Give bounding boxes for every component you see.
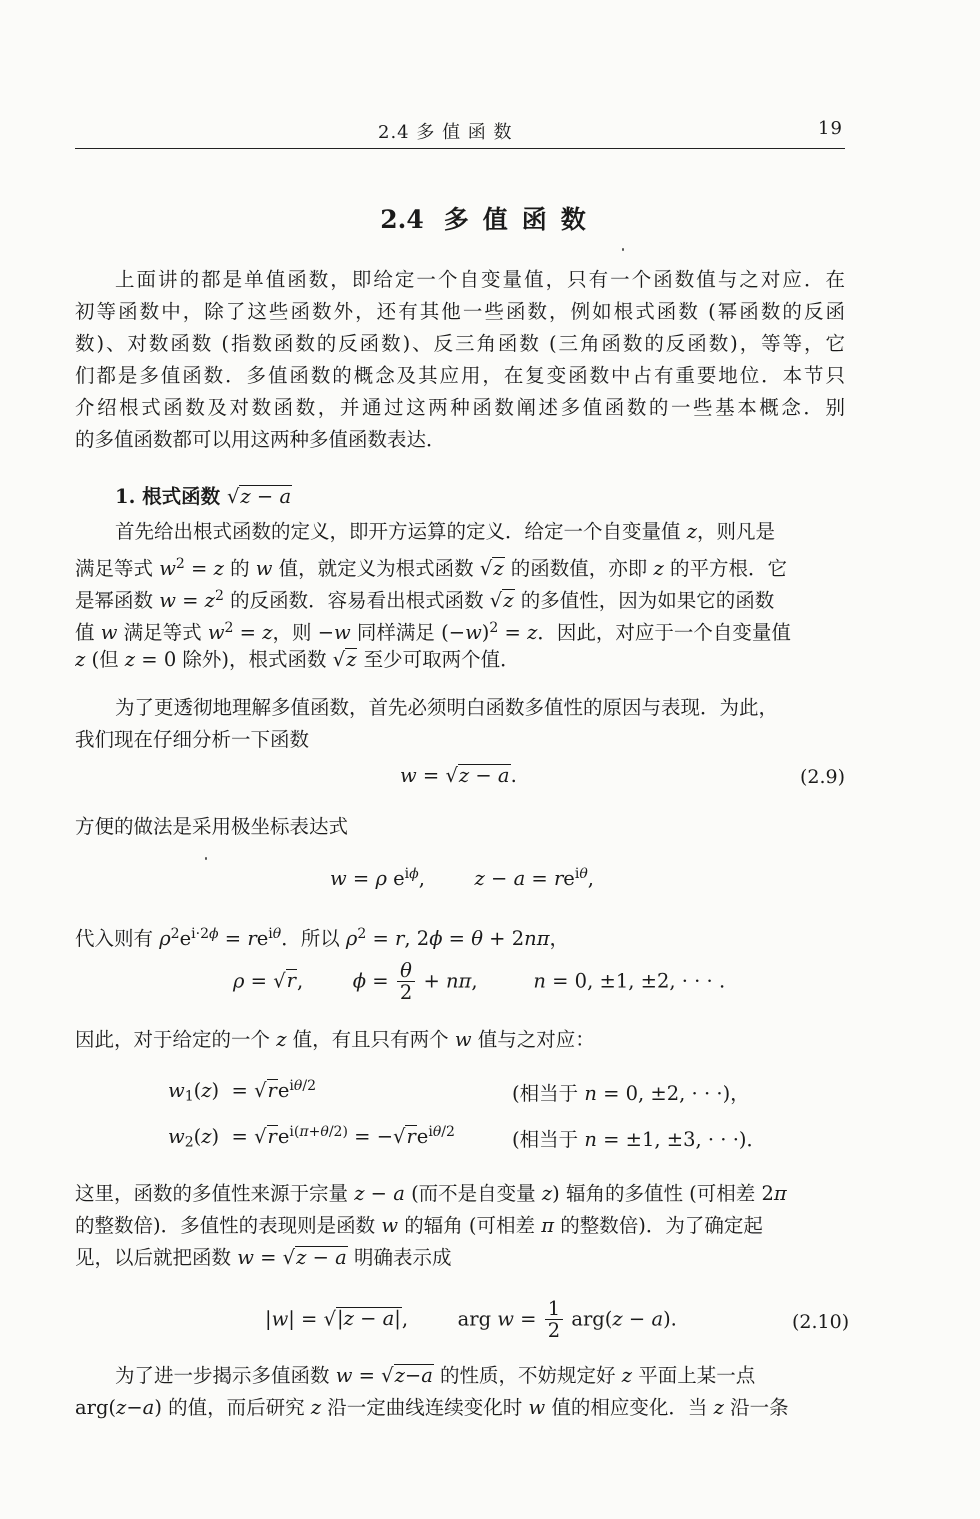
scan-speck: [205, 857, 207, 860]
paragraph-analysis: [75, 692, 845, 756]
paragraph-two-values: [75, 1024, 845, 1056]
text: 明确表示成: [347, 1246, 452, 1269]
text: 的: [223, 557, 256, 580]
text-line: 为了进一步揭示多值函数 w = √z−a 的性质，不妨规定好 z 平面上某一点: [115, 1364, 756, 1387]
text: ．因此，对应于一个自变量值: [537, 621, 791, 644]
branch-1-condition: (相当于 n = 0, ±2, · · ·)，: [512, 1082, 750, 1105]
running-header-title: 2.4 多 值 函 数: [378, 122, 513, 143]
text: 为了进一步揭示多值函数: [115, 1364, 336, 1387]
equation-number: (2.9): [800, 766, 846, 788]
text: 平面上某一点: [632, 1364, 756, 1387]
paragraph-intro: [75, 264, 845, 456]
text-line: arg(z−a) 的值，而后研究 z 沿一定曲线连续变化时 w 值的相应变化．当 z 沿一条: [75, 1396, 789, 1419]
text: 的值，而后研究: [161, 1396, 311, 1419]
text: ) 辐角的多值性 (可相差: [552, 1182, 762, 1205]
branch-2-condition: (相当于 n = ±1, ±3, · · ·)．: [512, 1128, 766, 1151]
text: ，则: [272, 621, 318, 644]
text: 值与之对应：: [471, 1028, 595, 1051]
text-line: 的多值函数都可以用这两种多值函数表达．: [75, 428, 446, 451]
section-name: 多值函数: [443, 205, 600, 234]
text-line: 方便的做法是采用极坐标表达式: [75, 815, 349, 838]
equation-2-10: |w| = √|z − a|, arg w = $\frac{1}{2}$ arg(z − a).: [265, 1297, 677, 1343]
subsection-title: 根式函数: [142, 485, 221, 508]
text-line: 值 w 满足等式 $w^2 = z$，则 −w 同样满足 $(-w)^2 = z$．因此，对应于一个自变量值: [75, 620, 791, 644]
scan-speck: [622, 248, 624, 251]
text-line: 代入则有 $\rho^2e^{i\cdot 2\phi} = re^{i\theta}$．所以 $\rho^2 = r$, 2ϕ = θ + 2nπ，: [75, 926, 570, 950]
text: 的平方根．它: [663, 557, 787, 580]
text: )，: [722, 1082, 750, 1105]
paragraph-definition: [75, 516, 845, 676]
text: (相当于: [512, 1082, 585, 1105]
text: 的多值性，因为如果它的函数: [514, 589, 775, 612]
section-number: 2.4: [380, 205, 424, 234]
text-line: z (但 z = 0 除外)，根式函数 √z 至少可取两个值．: [75, 648, 520, 671]
text: 同样满足: [350, 621, 442, 644]
text: 见，以后就把函数: [75, 1246, 238, 1269]
text: (但: [85, 648, 125, 671]
text: 的性质，不妨规定好: [433, 1364, 622, 1387]
section-title: [0, 200, 980, 236]
text: 代入则有: [75, 927, 160, 950]
text: 除外)，根式函数: [176, 648, 333, 671]
text-line: 数)、对数函数 (指数函数的反函数)、反三角函数 (三角函数的反函数)，等等，它: [75, 332, 845, 355]
text: 满足等式: [117, 621, 208, 644]
text: 的函数值，亦即: [504, 557, 654, 580]
text: (而不是自变量: [404, 1182, 542, 1205]
text-line: 们都是多值函数．多值函数的概念及其应用，在复变函数中占有重要地位．本节只: [75, 364, 845, 387]
text-line: 因此，对于给定的一个 z 值，有且只有两个 w 值与之对应：: [75, 1028, 595, 1051]
text: 这里，函数的多值性来源于宗量: [75, 1182, 355, 1205]
text-line: 我们现在仔细分析一下函数: [75, 728, 310, 751]
text-line: 初等函数中，除了这些函数外，还有其他一些函数，例如根式函数 (幂函数的反函: [75, 300, 845, 323]
page-number: 19: [818, 118, 843, 139]
text: 的辐角 (可相差: [398, 1214, 542, 1237]
subsection-heading: [115, 481, 292, 509]
text: 首先给出根式函数的定义，即开方运算的定义．给定一个自变量值: [115, 520, 687, 543]
text: 满足等式: [75, 557, 160, 580]
math: √z − a: [226, 485, 292, 508]
text: 沿一定曲线连续变化时: [321, 1396, 529, 1419]
equation-number: (2.10): [792, 1311, 850, 1333]
text-line: 的整数倍)．多值性的表现则是函数 w 的辐角 (可相差 π 的整数倍)．为了确定起: [75, 1214, 763, 1237]
text: ．所以: [281, 927, 346, 950]
text: 因此，对于给定的一个: [75, 1028, 277, 1051]
paragraph-substitution: [75, 918, 845, 950]
text: )．: [738, 1128, 766, 1151]
text-line: 首先给出根式函数的定义，即开方运算的定义．给定一个自变量值 z，则凡是: [115, 520, 775, 543]
header-rule: [75, 148, 845, 149]
text: 值，有且只有两个: [286, 1028, 455, 1051]
text: 是幂函数: [75, 589, 160, 612]
text: 至少可取两个值．: [357, 648, 520, 671]
text: 值: [75, 621, 101, 644]
text-line: 这里，函数的多值性来源于宗量 z − a (而不是自变量 z) 辐角的多值性 (可相差 2π: [75, 1182, 787, 1205]
paragraph-polar: [75, 811, 845, 843]
equation-branch-2: $w_2(z) = √re^{i(\pi+\theta/2)} = -√re^{i\theta/2}$: [168, 1124, 455, 1151]
text-line: 上面讲的都是单值函数，即给定一个自变量值，只有一个函数值与之对应．在: [115, 268, 845, 291]
text-line: 介绍根式函数及对数函数，并通过这两种函数阐述多值函数的一些基本概念．别: [75, 396, 845, 419]
text-line: 为了更透彻地理解多值函数，首先必须明白函数多值性的原因与表现．为此，: [115, 696, 779, 719]
text: 值，就定义为根式函数: [272, 557, 480, 580]
text-line: 是幂函数 $w = z^2$ 的反函数．容易看出根式函数 √z 的多值性，因为如果它的函数: [75, 588, 775, 612]
text: 的整数倍)．为了确定起: [554, 1214, 763, 1237]
subsection-number: 1.: [115, 485, 136, 508]
text-line: 满足等式 $w^2 = z$ 的 w 值，就定义为根式函数 √z 的函数值，亦即 z 的平方根．它: [75, 556, 787, 580]
text: ，: [549, 927, 570, 950]
equation-polar: w = ρ $e^{i\phi}$, $z - a = re^{i\theta}$,: [330, 866, 594, 891]
text: 的整数倍)．多值性的表现则是函数: [75, 1214, 382, 1237]
paragraph-multivaluedness: [75, 1178, 845, 1274]
text-line: 见，以后就把函数 w = √z − a 明确表示成: [75, 1246, 452, 1269]
paragraph-further: [75, 1360, 845, 1424]
equation-branch-1: $w_1(z) = √re^{i\theta/2}$: [168, 1078, 316, 1105]
text: 值的相应变化．当: [545, 1396, 714, 1419]
text: (相当于: [512, 1128, 585, 1151]
text: 的反函数．容易看出根式函数: [223, 589, 490, 612]
text: ，则凡是: [696, 520, 775, 543]
equation-rho-phi: ρ = √r, ϕ = $\frac{\theta}{2}$ + nπ, n = 0, ±1, ±2, · · · .: [233, 959, 726, 1005]
equation-2-9: w = √z − a.: [400, 764, 517, 787]
text: 沿一条: [723, 1396, 789, 1419]
